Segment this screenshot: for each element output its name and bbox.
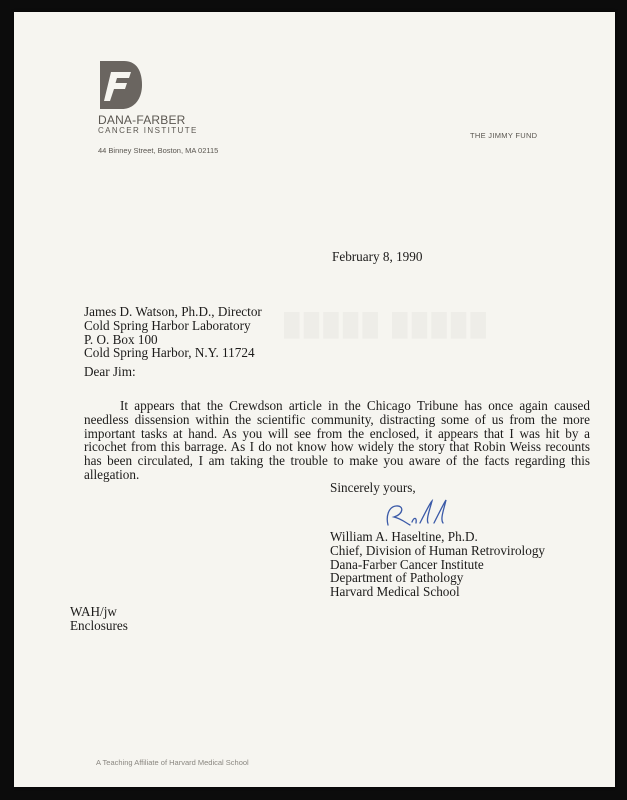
reference-notes	[70, 605, 128, 633]
affiliate-footer: A Teaching Affiliate of Harvard Medical School	[96, 758, 249, 767]
recipient-line: Cold Spring Harbor, N.Y. 11724	[84, 345, 255, 361]
letterhead-address: 44 Binney Street, Boston, MA 02115	[98, 146, 219, 155]
recipient-line: James D. Watson, Ph.D., Director	[84, 304, 262, 319]
signer-line: Chief, Division of Human Retrovirology	[330, 542, 546, 558]
recipient-address	[84, 305, 262, 360]
signature-block	[330, 530, 545, 599]
recipient-line: P. O. Box 100	[84, 331, 158, 347]
salutation: Dear Jim:	[84, 364, 136, 379]
org-subtitle: CANCER INSTITUTE	[98, 126, 198, 135]
letter-date: February 8, 1990	[332, 249, 423, 264]
letter-body: It appears that the Crewdson article in the Chicago Tribune has once again caused needless dissension within the scientific community, distracting some of us from the more important tasks at hand. As you will see from the enclosed, it appears that I was hit by a ricochet from this barrage. As I do not know how widely the story that Robin Weiss recounts has been circulated, I am taking the trouble to make you aware of the facts regarding this allegation.	[84, 398, 590, 482]
letter-page	[14, 12, 615, 787]
signer-line: William A. Haseltine, Ph.D.	[330, 529, 478, 544]
closing: Sincerely yours,	[330, 480, 416, 495]
recipient-line: Cold Spring Harbor Laboratory	[84, 317, 251, 333]
org-name: DANA-FARBER	[98, 113, 186, 127]
enclosures-note: Enclosures	[70, 617, 128, 633]
signer-line: Dana-Farber Cancer Institute	[330, 556, 484, 572]
signer-line: Harvard Medical School	[330, 584, 460, 600]
handwritten-signature	[374, 497, 456, 531]
initials: WAH/jw	[70, 604, 117, 619]
signer-line: Department of Pathology	[330, 570, 464, 586]
dana-farber-logo	[98, 59, 144, 111]
jimmy-fund-label: THE JIMMY FUND	[470, 131, 538, 140]
bleed-through	[284, 312, 490, 338]
